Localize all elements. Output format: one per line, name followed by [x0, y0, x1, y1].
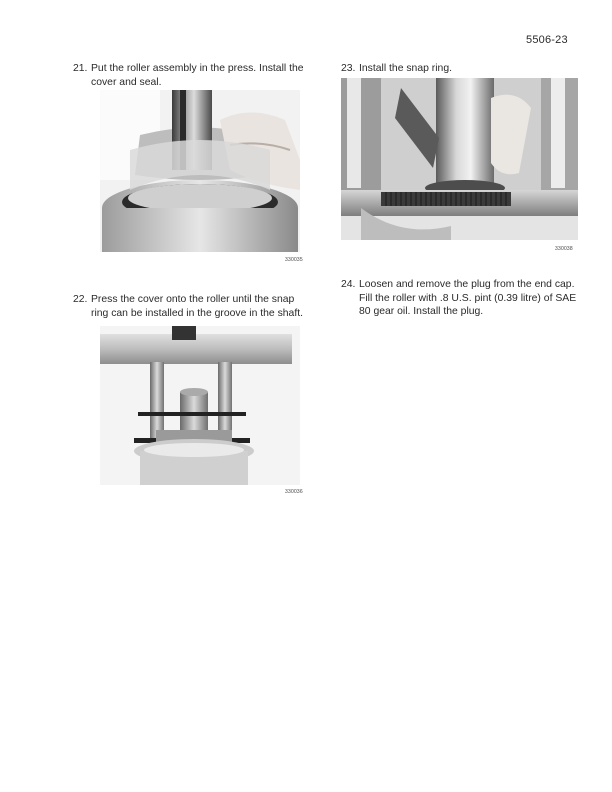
page-number: 5506-23: [526, 34, 568, 46]
roller-cover-photo: [100, 90, 300, 252]
figure-330036-label: 330036: [285, 489, 303, 495]
step-22-text: Press the cover onto the roller until the snap ring can be installed in the groove in the shaft.: [91, 294, 303, 319]
step-24-text: Loosen and remove the plug from the end cap. Fill the roller with .8 U.S. pint (0.39 litre) of SAE 80 gear oil. Install the plug.: [359, 279, 577, 318]
step-21-number: 21.: [73, 63, 88, 74]
step-24-number: 24.: [341, 279, 356, 290]
step-23-text: Install the snap ring.: [359, 63, 452, 74]
step-22-number: 22.: [73, 294, 88, 305]
step-24-instruction: [341, 278, 589, 319]
step-21-instruction: [73, 62, 313, 89]
snap-ring-photo: [341, 78, 578, 240]
press-cover-photo: [100, 326, 300, 485]
step-23-number: 23.: [341, 63, 356, 74]
figure-330038-label: 330038: [555, 246, 573, 252]
step-21-text: Put the roller assembly in the press. Install the cover and seal.: [91, 63, 304, 88]
step-22-instruction: [73, 293, 313, 320]
step-23-instruction: [341, 62, 581, 76]
figure-330035-label: 330035: [285, 257, 303, 263]
